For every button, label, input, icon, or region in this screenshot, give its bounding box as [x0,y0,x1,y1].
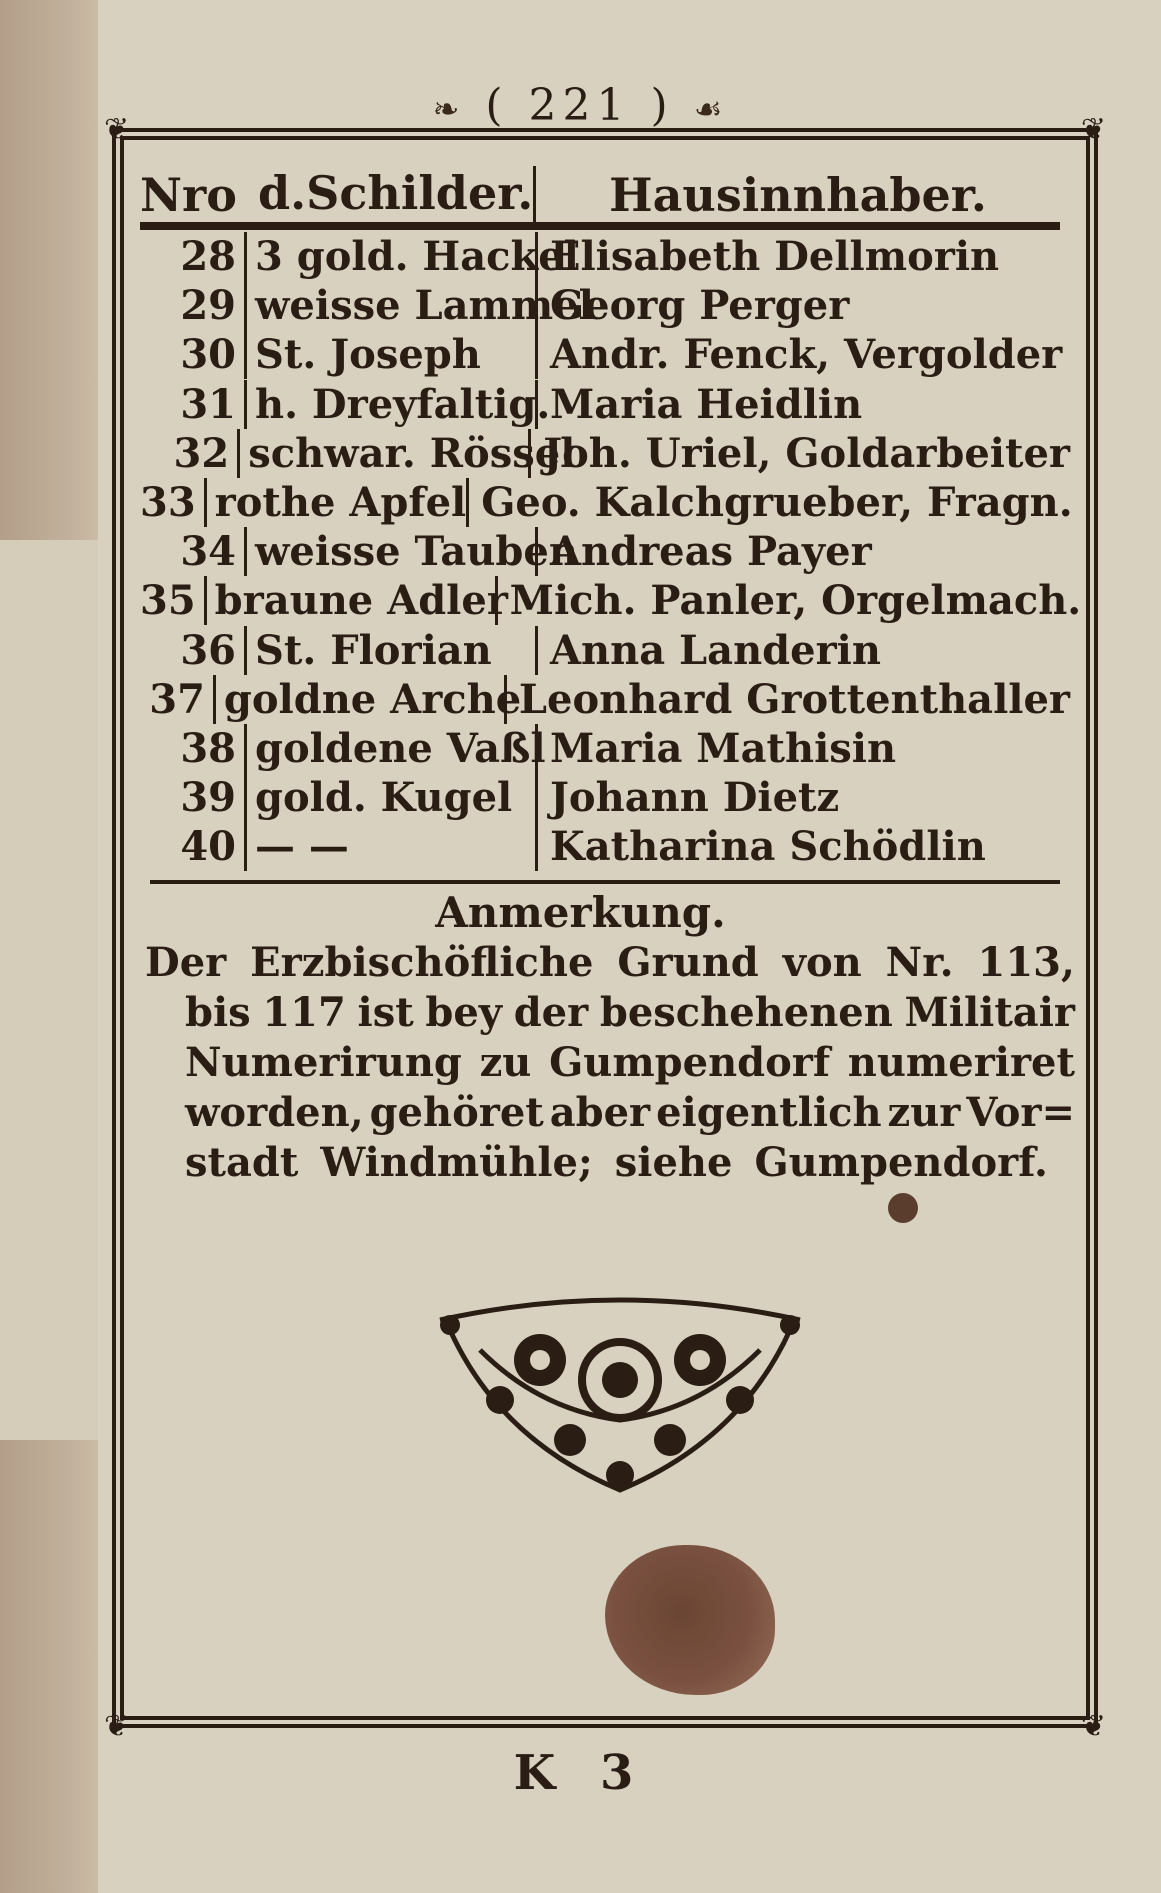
row-owner: Johann Dietz [550,774,840,822]
note-word: Numerirung [185,1039,462,1086]
note-text [145,938,1075,1188]
column-header-owner: Hausinnhaber. [609,168,987,222]
row-owner: Georg Perger [550,282,850,330]
note-word: stadt [185,1139,299,1186]
table-row [140,724,1070,773]
table-row [140,330,1070,379]
row-number: 29 [140,281,247,330]
row-sign: gold. Kugel [247,773,538,822]
table-row [140,232,1070,281]
binding-wear [0,540,98,1440]
table-row [140,822,1070,871]
table-body [140,232,1082,871]
row-sign: 3 gold. Hackel [247,232,538,281]
row-owner: Maria Mathisin [550,724,897,772]
row-owner: Andr. Fenck, Vergolder [550,331,1063,379]
page-number: ( 221 ) [485,80,674,131]
row-owner: Elisabeth Dellmorin [550,233,1000,281]
note-word: von [782,939,862,986]
signature-mark: K 3 [513,1745,648,1801]
note-line [145,1088,1075,1138]
note-word: beschehenen [599,989,893,1036]
row-number: 37 [140,675,216,724]
table-row [140,626,1070,675]
table-row [140,576,1082,625]
row-sign: goldne Arche [216,675,507,724]
row-owner: Mich. Panler, Orgelmach. [509,577,1082,625]
row-sign: — — [247,822,538,871]
table-header [140,160,1060,230]
note-word: Nr. [885,939,954,986]
note-word: ist [357,989,414,1036]
row-owner: Leonhard Grottenthaller [518,675,1070,723]
corner-ornament-icon: ❦ [1080,112,1106,147]
note-word: aber [549,1089,651,1136]
note-word: worden, [185,1089,364,1136]
note-word: Militair [904,989,1075,1036]
table-row [140,380,1070,429]
ink-spot [888,1193,918,1223]
left-flourish-icon: ❧ [432,90,466,128]
table-row [140,478,1073,527]
row-owner: Katharina Schödlin [550,823,986,871]
corner-ornament-icon: ❦ [104,1709,130,1744]
note-word: siehe [614,1139,733,1186]
row-sign: weisse Tauben [247,527,538,576]
divider [150,880,1060,884]
note-line [145,988,1075,1038]
table-row [140,527,1070,576]
row-sign: rothe Apfel [207,478,470,527]
book-binding [0,0,98,1893]
row-owner: Maria Heidlin [550,380,863,428]
row-number: 40 [140,822,247,871]
corner-ornament-icon: ❦ [104,112,130,147]
table-row [140,429,1070,478]
table-row [140,773,1070,822]
row-number: 30 [140,330,247,379]
note-word: Vor= [966,1089,1075,1136]
note-word: bey [425,989,503,1036]
row-number: 28 [140,232,247,281]
row-owner: Geo. Kalchgrueber, Fragn. [481,479,1073,527]
row-sign: weisse Lammel [247,281,538,330]
table-row [140,675,1070,724]
note-word: 117 [262,989,346,1036]
note-line [145,1038,1075,1088]
row-number: 31 [140,380,247,429]
row-sign: braune Adler [207,576,498,625]
page-header [0,80,1161,131]
row-number: 36 [140,626,247,675]
row-sign: goldene Vaßl [247,724,538,773]
row-sign: h. Dreyfaltig. [247,380,538,429]
corner-ornament-icon: ❦ [1080,1709,1106,1744]
note-title: Anmerkung. [435,888,726,937]
note-word: Erzbischöfliche [250,939,594,986]
note-word: numeriret [847,1039,1075,1086]
note-word: Gumpendorf. [754,1139,1048,1186]
row-number: 39 [140,773,247,822]
note-word: zu [479,1039,532,1086]
column-header-number: Nro [140,168,237,222]
row-number: 33 [140,478,207,527]
row-sign: St. Joseph [247,330,538,379]
right-flourish-icon: ☙ [693,90,729,128]
row-number: 34 [140,527,247,576]
note-word: eigentlich [656,1089,882,1136]
note-line [145,1138,1075,1188]
row-owner: Andreas Payer [550,528,872,576]
note-word: gehöret [369,1089,544,1136]
floral-vignette-icon [420,1290,820,1510]
note-word: Windmühle; [320,1139,593,1186]
note-line [145,938,1075,988]
note-word: Der [145,939,227,986]
table-row [140,281,1070,330]
row-number: 38 [140,724,247,773]
note-word: 113, [977,939,1075,986]
row-owner: Anna Landerin [550,626,881,674]
row-sign: schwar. Rössel [240,429,531,478]
note-word: bis [185,989,251,1036]
row-number: 32 [140,429,240,478]
row-owner: Joh. Uriel, Goldarbeiter [543,429,1070,477]
row-number: 35 [140,576,207,625]
note-word: der [513,989,589,1036]
row-sign: St. Florian [247,626,538,675]
column-header-sign: d.Schilder. [250,166,536,222]
note-word: Grund [617,939,759,986]
note-word: Gumpendorf [549,1039,831,1086]
note-word: zur [887,1089,961,1136]
